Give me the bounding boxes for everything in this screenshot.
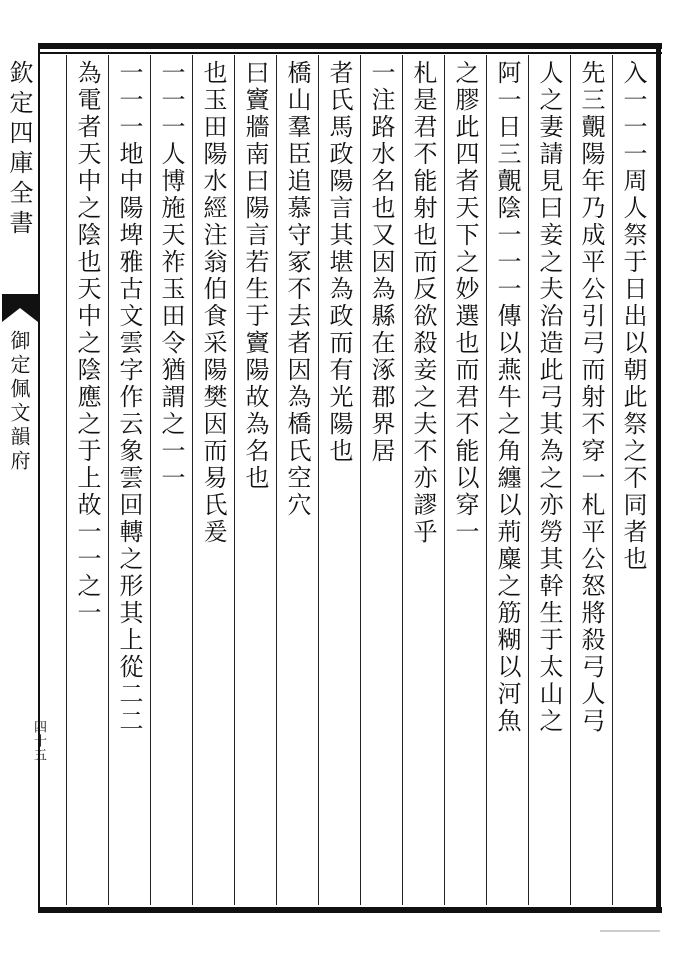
text-column-8: 者氏馬政陽言其堪為政而有光陽也 bbox=[325, 60, 353, 465]
text-column-1: 入一一一周人祭于日出以朝此祭之不同者也 bbox=[619, 60, 647, 573]
column-rule bbox=[108, 55, 109, 905]
column-rule bbox=[66, 55, 67, 905]
text-column-2: 先三覿陽年乃成平公引弓而射不穿一札平公怒將殺弓人弓 bbox=[577, 60, 605, 735]
column-rule bbox=[150, 55, 151, 905]
text-column-9: 橋山羣臣追慕守冢不去者因為橋氏空穴 bbox=[283, 60, 311, 519]
frame-top-inner-border bbox=[40, 52, 662, 54]
sub-title: 御定佩文韻府 bbox=[7, 330, 31, 474]
text-column-13: 一一一地中陽埤雅古文雲字作云象雲回轉之形其上從二二 bbox=[115, 60, 143, 735]
frame-right-border bbox=[656, 43, 661, 913]
column-rule bbox=[528, 55, 529, 905]
page-number: 四十五 bbox=[31, 720, 46, 762]
column-rule bbox=[318, 55, 319, 905]
column-rule bbox=[360, 55, 361, 905]
text-column-11: 也玉田陽水經注翁伯食采陽樊因而易氏爰 bbox=[199, 60, 227, 546]
paper-mark bbox=[600, 930, 660, 932]
column-rule bbox=[192, 55, 193, 905]
frame-top-border bbox=[40, 43, 662, 49]
column-rule bbox=[402, 55, 403, 905]
text-column-14: 為電者天中之陰也天中之陰應之于上故一一之一 bbox=[73, 60, 101, 627]
text-column-4: 阿一日三覿陰一一一傳以燕牛之角纏以荊麋之筋糊以河魚 bbox=[493, 60, 521, 735]
text-column-12: 一一一人博施天祚玉田令猶謂之一一 bbox=[157, 60, 185, 492]
column-rule bbox=[486, 55, 487, 905]
text-column-7: 一注路水名也又因為縣在涿郡界居 bbox=[367, 60, 395, 465]
column-rule bbox=[276, 55, 277, 905]
fish-tail-icon bbox=[0, 290, 40, 326]
book-title: 欽定四庫全書 bbox=[5, 60, 33, 240]
text-column-5: 之膠此四者天下之妙選也而君不能以穿一 bbox=[451, 60, 479, 546]
column-rule bbox=[444, 55, 445, 905]
column-rule bbox=[570, 55, 571, 905]
text-column-3: 人之妻請見曰妾之夫治造此弓其為之亦勞其幹生于太山之 bbox=[535, 60, 563, 735]
column-rule bbox=[612, 55, 613, 905]
column-rule bbox=[234, 55, 235, 905]
text-column-10: 曰竇牆南曰陽言若生于竇陽故為名也 bbox=[241, 60, 269, 492]
frame-bottom-border bbox=[40, 907, 662, 913]
text-column-6: 札是君不能射也而反欲殺妾之夫不亦謬乎 bbox=[409, 60, 437, 546]
